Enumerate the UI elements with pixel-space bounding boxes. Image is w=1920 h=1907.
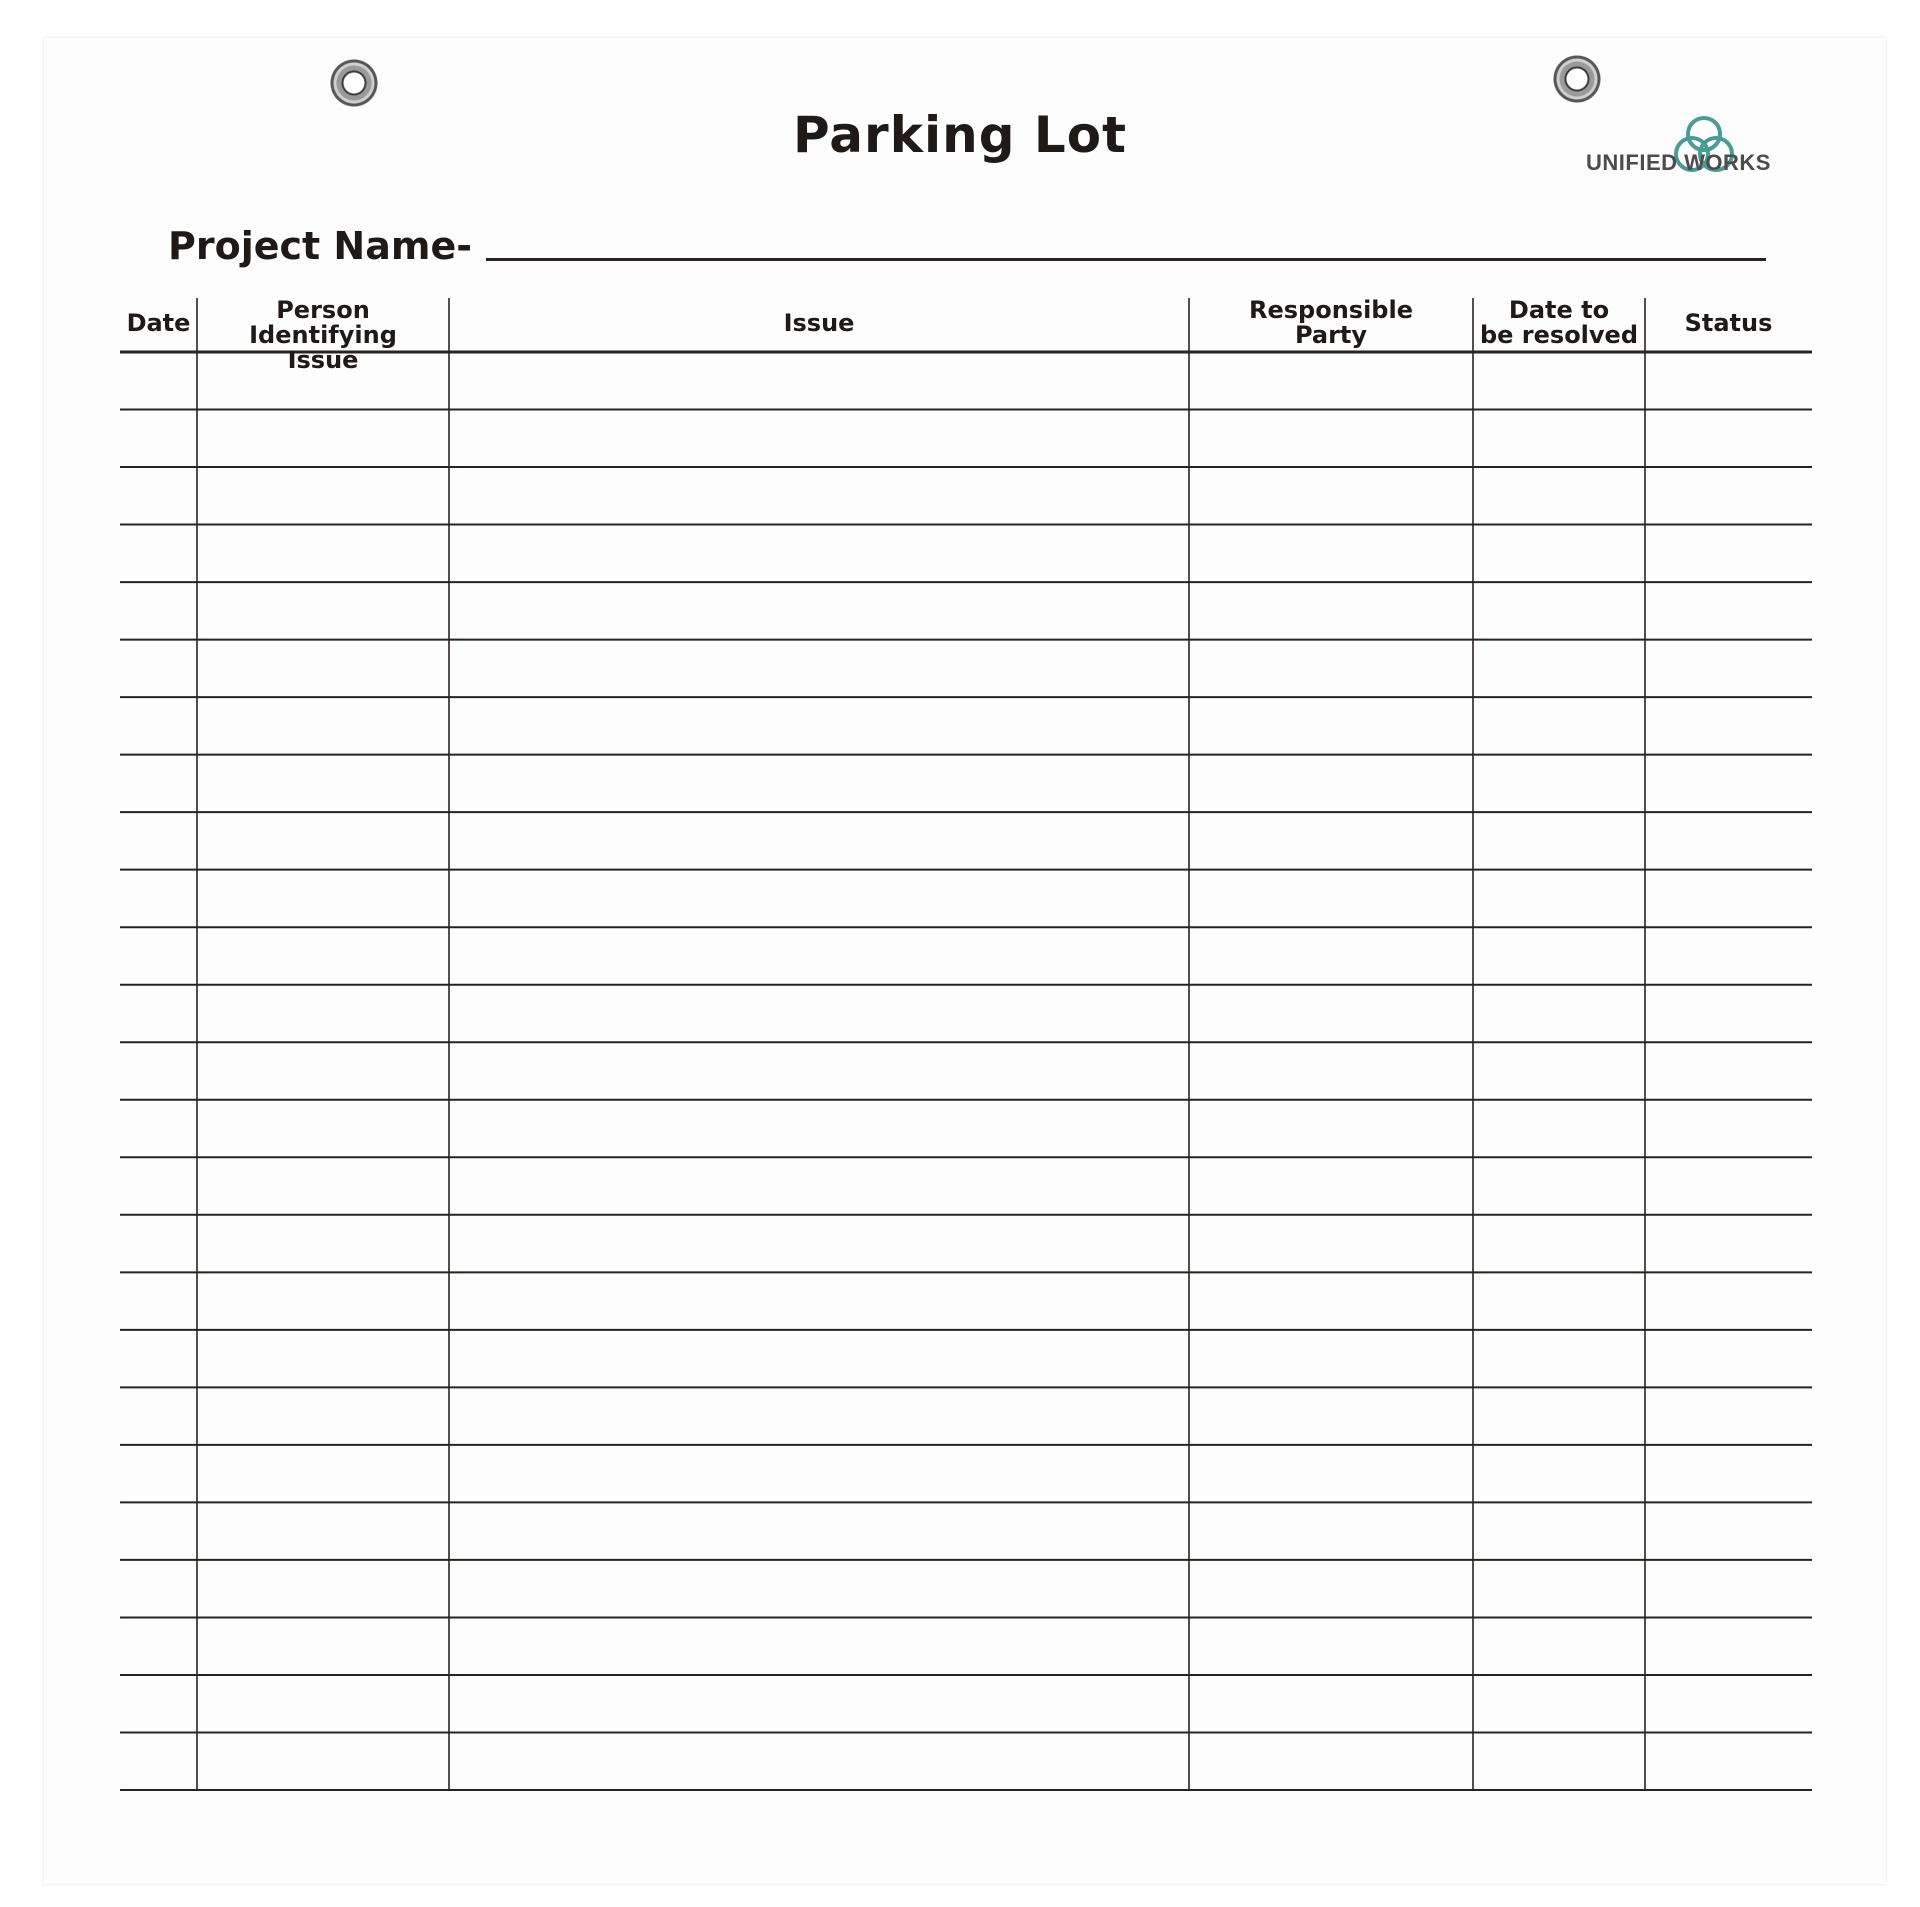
table-cell-person[interactable] (199, 929, 447, 983)
table-cell-status[interactable] (1647, 1044, 1810, 1098)
table-cell-person[interactable] (199, 699, 447, 753)
table-cell-status[interactable] (1647, 1389, 1810, 1443)
table-cell-person[interactable] (199, 1274, 447, 1328)
table-cell-date[interactable] (122, 987, 195, 1041)
table-cell-date_resolved[interactable] (1475, 1619, 1643, 1673)
column-header-line: be resolved (1479, 321, 1639, 349)
brand-name: UNIFIED WORKS (1586, 150, 1771, 175)
table-cell-issue[interactable] (451, 1504, 1187, 1558)
table-cell-date[interactable] (122, 469, 195, 523)
table-cell-date_resolved[interactable] (1475, 1274, 1643, 1328)
column-header-line: Date (126, 308, 191, 337)
table-cell-responsible[interactable] (1191, 1734, 1471, 1788)
table-cell-date[interactable] (122, 814, 195, 868)
table-cell-responsible[interactable] (1191, 1159, 1471, 1213)
table-cell-issue[interactable] (451, 1217, 1187, 1271)
table-cell-date_resolved[interactable] (1475, 584, 1643, 638)
table-cell-date_resolved[interactable] (1475, 987, 1643, 1041)
table-cell-issue[interactable] (451, 1562, 1187, 1616)
table-cell-date_resolved[interactable] (1475, 1044, 1643, 1098)
table-cell-date_resolved[interactable] (1475, 642, 1643, 696)
table-cell-person[interactable] (199, 469, 447, 523)
table-cell-issue[interactable] (451, 1447, 1187, 1501)
table-cell-date_resolved[interactable] (1475, 1734, 1643, 1788)
table-cell-responsible[interactable] (1191, 699, 1471, 753)
table-cell-date_resolved[interactable] (1475, 1447, 1643, 1501)
column-header-date (122, 308, 195, 337)
table-cell-status[interactable] (1647, 872, 1810, 926)
table-cell-date_resolved[interactable] (1475, 1677, 1643, 1731)
table-cell-person[interactable] (199, 1332, 447, 1386)
table-cell-date[interactable] (122, 1102, 195, 1156)
table-cell-date[interactable] (122, 1677, 195, 1731)
table-cell-status[interactable] (1647, 412, 1810, 466)
table-cell-date_resolved[interactable] (1475, 1389, 1643, 1443)
table-cell-status[interactable] (1647, 1619, 1810, 1673)
table-cell-status[interactable] (1647, 757, 1810, 811)
table-cell-date[interactable] (122, 1734, 195, 1788)
table-cell-issue[interactable] (451, 987, 1187, 1041)
table-cell-date[interactable] (122, 1332, 195, 1386)
table-cell-date_resolved[interactable] (1475, 527, 1643, 581)
table-cell-date[interactable] (122, 1044, 195, 1098)
column-header-person (199, 298, 447, 373)
table-cell-person[interactable] (199, 584, 447, 638)
table-cell-responsible[interactable] (1191, 987, 1471, 1041)
table-cell-status[interactable] (1647, 987, 1810, 1041)
table-cell-date[interactable] (122, 412, 195, 466)
column-header-line: Issue (783, 308, 855, 337)
table-cell-date[interactable] (122, 1619, 195, 1673)
table-cell-issue[interactable] (451, 929, 1187, 983)
table-cell-status[interactable] (1647, 1217, 1810, 1271)
table-cell-status[interactable] (1647, 814, 1810, 868)
table-cell-person[interactable] (199, 527, 447, 581)
table-cell-date[interactable] (122, 1562, 195, 1616)
table-cell-responsible[interactable] (1191, 584, 1471, 638)
table-cell-status[interactable] (1647, 469, 1810, 523)
table-cell-date_resolved[interactable] (1475, 1217, 1643, 1271)
table-cell-responsible[interactable] (1191, 527, 1471, 581)
table-cell-date[interactable] (122, 1274, 195, 1328)
table-cell-date_resolved[interactable] (1475, 699, 1643, 753)
project-name-label: Project Name- (168, 224, 472, 268)
table-cell-status[interactable] (1647, 1159, 1810, 1213)
table-cell-person[interactable] (199, 814, 447, 868)
table-cell-status[interactable] (1647, 1734, 1810, 1788)
table-cell-responsible[interactable] (1191, 1447, 1471, 1501)
table-cell-person[interactable] (199, 1447, 447, 1501)
table-cell-person[interactable] (199, 1504, 447, 1558)
table-cell-date_resolved[interactable] (1475, 412, 1643, 466)
table-cell-person[interactable] (199, 1044, 447, 1098)
table-cell-responsible[interactable] (1191, 1504, 1471, 1558)
table-cell-issue[interactable] (451, 1102, 1187, 1156)
table-cell-responsible[interactable] (1191, 929, 1471, 983)
table-cell-person[interactable] (199, 987, 447, 1041)
table-cell-date[interactable] (122, 1447, 195, 1501)
table-cell-issue[interactable] (451, 814, 1187, 868)
table-cell-person[interactable] (199, 1619, 447, 1673)
table-cell-issue[interactable] (451, 527, 1187, 581)
table-cell-date_resolved[interactable] (1475, 814, 1643, 868)
table-cell-date_resolved[interactable] (1475, 469, 1643, 523)
table-cell-person[interactable] (199, 1562, 447, 1616)
table-cell-date_resolved[interactable] (1475, 1562, 1643, 1616)
table-cell-responsible[interactable] (1191, 757, 1471, 811)
table-cell-responsible[interactable] (1191, 1217, 1471, 1271)
page-title: Parking Lot (793, 106, 1127, 164)
table-cell-date_resolved[interactable] (1475, 1504, 1643, 1558)
table-cell-responsible[interactable] (1191, 814, 1471, 868)
table-cell-issue[interactable] (451, 584, 1187, 638)
table-cell-status[interactable] (1647, 354, 1810, 408)
table-cell-date[interactable] (122, 1504, 195, 1558)
table-cell-person[interactable] (199, 1217, 447, 1271)
table-cell-status[interactable] (1647, 1274, 1810, 1328)
table-cell-date[interactable] (122, 642, 195, 696)
column-header-status (1647, 308, 1810, 337)
table-cell-date_resolved[interactable] (1475, 757, 1643, 811)
table-cell-status[interactable] (1647, 929, 1810, 983)
table-cell-person[interactable] (199, 872, 447, 926)
table-cell-issue[interactable] (451, 1332, 1187, 1386)
table-cell-status[interactable] (1647, 1562, 1810, 1616)
table-cell-person[interactable] (199, 412, 447, 466)
table-cell-status[interactable] (1647, 584, 1810, 638)
table-cell-responsible[interactable] (1191, 1332, 1471, 1386)
table-cell-issue[interactable] (451, 872, 1187, 926)
table-cell-status[interactable] (1647, 699, 1810, 753)
table-cell-person[interactable] (199, 1734, 447, 1788)
table-cell-issue[interactable] (451, 1619, 1187, 1673)
table-cell-date_resolved[interactable] (1475, 929, 1643, 983)
table-cell-issue[interactable] (451, 1044, 1187, 1098)
table-cell-issue[interactable] (451, 1159, 1187, 1213)
column-header-line: Person Identifying (249, 296, 397, 349)
column-header-date_resolved (1475, 298, 1643, 348)
table-cell-responsible[interactable] (1191, 1677, 1471, 1731)
table-cell-responsible[interactable] (1191, 412, 1471, 466)
table-cell-responsible[interactable] (1191, 1274, 1471, 1328)
table-cell-date[interactable] (122, 1159, 195, 1213)
column-header-line: Responsible (1249, 296, 1413, 324)
table-cell-issue[interactable] (451, 354, 1187, 408)
table-cell-issue[interactable] (451, 1677, 1187, 1731)
table-cell-issue[interactable] (451, 469, 1187, 523)
table-cell-person[interactable] (199, 1159, 447, 1213)
table-cell-date_resolved[interactable] (1475, 1159, 1643, 1213)
table-cell-date_resolved[interactable] (1475, 1102, 1643, 1156)
table-cell-person[interactable] (199, 1102, 447, 1156)
table-cell-date[interactable] (122, 872, 195, 926)
table-cell-date[interactable] (122, 699, 195, 753)
table-cell-status[interactable] (1647, 527, 1810, 581)
table-cell-responsible[interactable] (1191, 1619, 1471, 1673)
table-cell-issue[interactable] (451, 1274, 1187, 1328)
table-cell-date[interactable] (122, 584, 195, 638)
column-header-issue (451, 308, 1187, 337)
table-cell-date[interactable] (122, 1389, 195, 1443)
column-header-line: Issue (287, 346, 359, 374)
table-cell-issue[interactable] (451, 1389, 1187, 1443)
table-cell-responsible[interactable] (1191, 872, 1471, 926)
table-cell-responsible[interactable] (1191, 1389, 1471, 1443)
column-header-responsible (1191, 298, 1471, 348)
table-cell-status[interactable] (1647, 1504, 1810, 1558)
table-cell-date[interactable] (122, 757, 195, 811)
table-cell-responsible[interactable] (1191, 469, 1471, 523)
table-cell-responsible[interactable] (1191, 1562, 1471, 1616)
table-cell-status[interactable] (1647, 1102, 1810, 1156)
table-cell-responsible[interactable] (1191, 642, 1471, 696)
table-cell-status[interactable] (1647, 642, 1810, 696)
table-cell-date_resolved[interactable] (1475, 872, 1643, 926)
column-header-line: Party (1294, 321, 1368, 349)
table-cell-status[interactable] (1647, 1677, 1810, 1731)
table-cell-date[interactable] (122, 1217, 195, 1271)
table-cell-status[interactable] (1647, 1332, 1810, 1386)
table-cell-person[interactable] (199, 642, 447, 696)
table-cell-issue[interactable] (451, 1734, 1187, 1788)
table-cell-issue[interactable] (451, 699, 1187, 753)
table-cell-person[interactable] (199, 1677, 447, 1731)
table-cell-date[interactable] (122, 929, 195, 983)
table-cell-responsible[interactable] (1191, 1102, 1471, 1156)
table-cell-date_resolved[interactable] (1475, 1332, 1643, 1386)
table-cell-responsible[interactable] (1191, 354, 1471, 408)
table-cell-date[interactable] (122, 354, 195, 408)
table-cell-person[interactable] (199, 757, 447, 811)
table-cell-person[interactable] (199, 1389, 447, 1443)
table-cell-issue[interactable] (451, 412, 1187, 466)
column-header-line: Status (1684, 308, 1773, 337)
table-cell-responsible[interactable] (1191, 1044, 1471, 1098)
column-header-line: Date to (1508, 296, 1610, 324)
table-cell-status[interactable] (1647, 1447, 1810, 1501)
table-cell-issue[interactable] (451, 642, 1187, 696)
table-cell-date_resolved[interactable] (1475, 354, 1643, 408)
table-cell-date[interactable] (122, 527, 195, 581)
table-cell-issue[interactable] (451, 757, 1187, 811)
